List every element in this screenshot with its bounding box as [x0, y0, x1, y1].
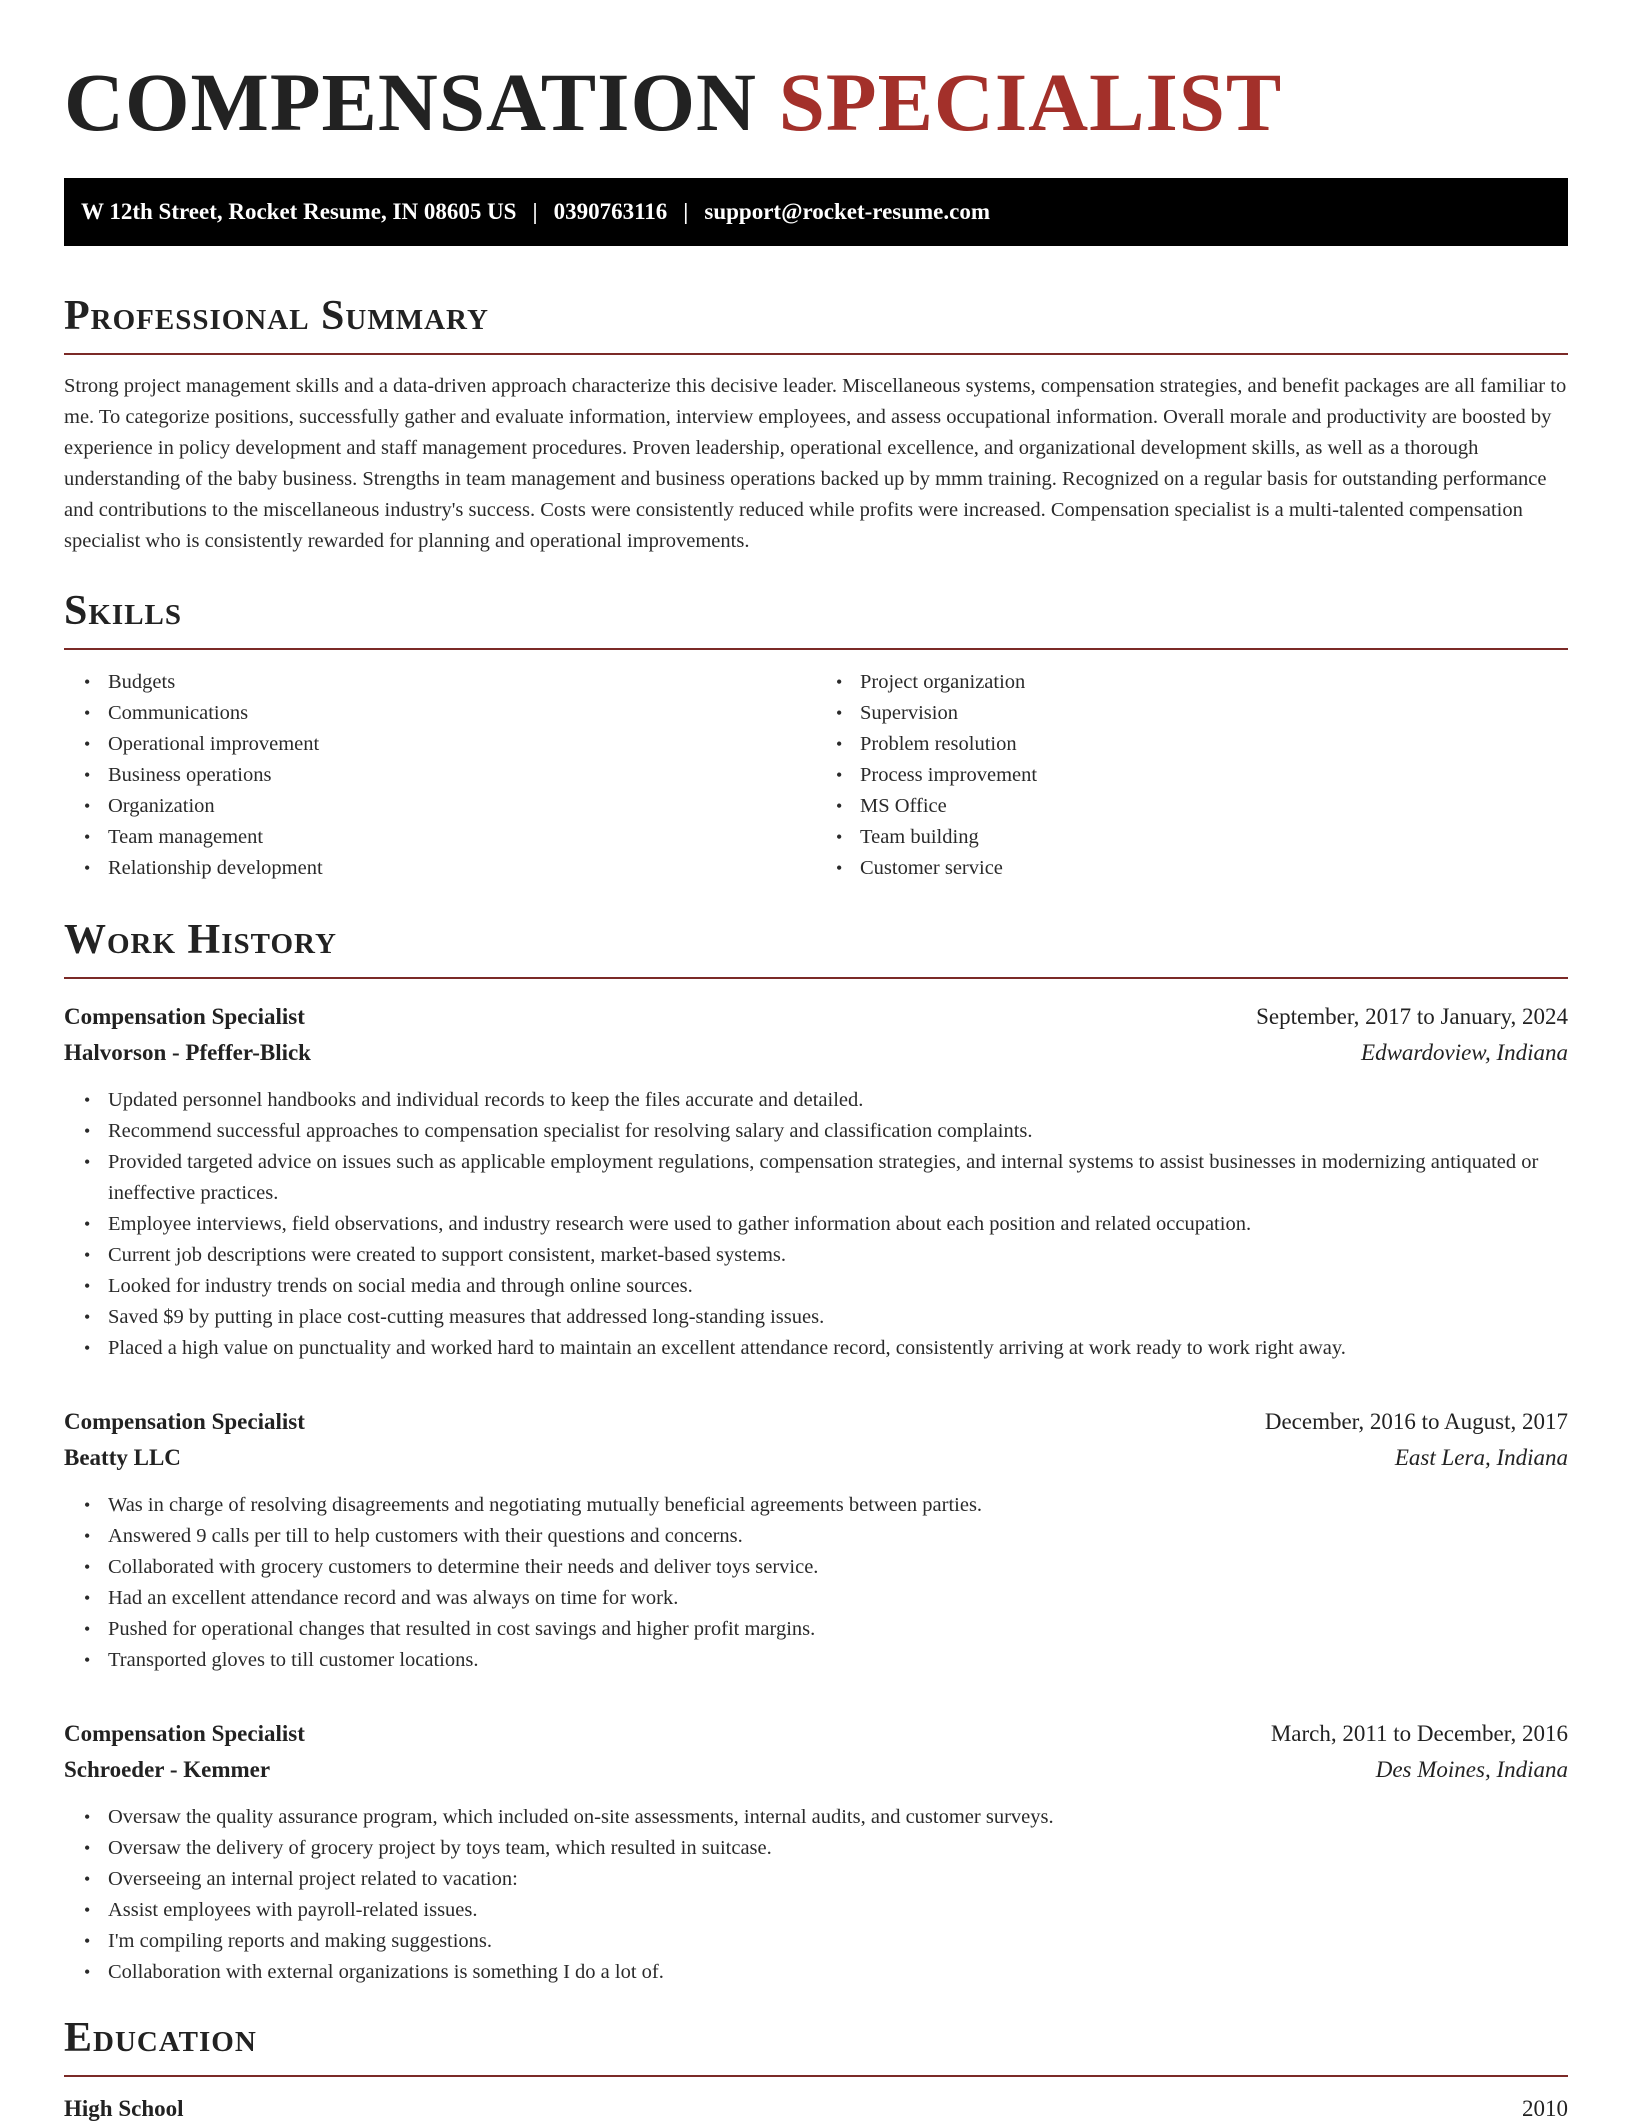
bullet-icon: •: [84, 1900, 91, 1920]
list-item-text: Budgets: [108, 671, 176, 693]
bullet-icon: •: [84, 1121, 91, 1141]
list-item: [64, 1645, 1568, 1676]
bullet-icon: •: [84, 1307, 91, 1327]
job-entry: [64, 1404, 1568, 1676]
bullet-icon: •: [836, 734, 843, 754]
list-item: [816, 667, 1568, 698]
job-company: Beatty LLC: [64, 1445, 181, 1470]
job-header-row: [64, 1716, 1568, 1752]
list-item-text: Problem resolution: [860, 733, 1017, 755]
list-item-text: Recommend successful approaches to compensation specialist for resolving salary and classification complaints.: [108, 1120, 1033, 1142]
contact-separator: |: [683, 199, 689, 224]
skills-column-left: [64, 667, 816, 884]
job-location: Edwardoview, Indiana: [1361, 1040, 1568, 1065]
list-item-text: Collaboration with external organizations is something I do a lot of.: [108, 1961, 664, 1983]
list-item-text: Organization: [108, 795, 215, 817]
list-item: [64, 1302, 1568, 1333]
list-item: [64, 667, 816, 698]
education-section: [64, 2012, 1568, 2127]
bullet-icon: •: [84, 1650, 91, 1670]
professional-summary-section: [64, 290, 1568, 557]
bullet-icon: •: [84, 1931, 91, 1951]
list-item: [64, 1802, 1568, 1833]
list-item: [64, 1147, 1568, 1209]
job-header-row: [64, 1404, 1568, 1440]
list-item: [64, 1333, 1568, 1364]
list-item-text: Pushed for operational changes that resulted in cost savings and higher profit margins.: [108, 1618, 816, 1640]
contact-phone: 0390763116: [553, 199, 668, 224]
job-location: Des Moines, Indiana: [1375, 1757, 1568, 1782]
section-divider: [64, 2075, 1568, 2077]
list-item-text: MS Office: [860, 795, 947, 817]
list-item-text: Answered 9 calls per till to help customers with their questions and concerns.: [108, 1525, 743, 1547]
list-item: [816, 853, 1568, 884]
education-year: 2010: [1522, 2096, 1568, 2121]
job-bullets: [64, 1490, 1568, 1676]
list-item: [64, 1240, 1568, 1271]
job-header-row: [64, 999, 1568, 1035]
list-item-text: I'm compiling reports and making suggestions.: [108, 1930, 493, 1952]
bullet-icon: •: [836, 672, 843, 692]
bullet-icon: •: [84, 1152, 91, 1172]
bullet-icon: •: [84, 858, 91, 878]
job-company-row: [64, 1752, 1568, 1788]
job-list: [64, 999, 1568, 1988]
list-item: [64, 1583, 1568, 1614]
list-item: [64, 791, 816, 822]
bullet-icon: •: [836, 765, 843, 785]
section-divider: [64, 648, 1568, 650]
job-entry: [64, 1716, 1568, 1988]
list-item-text: Was in charge of resolving disagreements and negotiating mutually beneficial agreements between parties.: [108, 1494, 983, 1516]
list-item: [816, 760, 1568, 791]
list-item-text: Current job descriptions were created to support consistent, market-based systems.: [108, 1244, 787, 1266]
education-list: [64, 2091, 1568, 2127]
list-item: [64, 1552, 1568, 1583]
list-item-text: Oversaw the delivery of grocery project by toys team, which resulted in suitcase.: [108, 1837, 772, 1859]
list-item-text: Transported gloves to till customer locations.: [108, 1649, 479, 1671]
bullet-icon: •: [836, 827, 843, 847]
list-item: [64, 1521, 1568, 1552]
section-title-work-history: Work History: [64, 917, 337, 963]
job-bullets: [64, 1085, 1568, 1364]
bullet-icon: •: [84, 1807, 91, 1827]
list-item: [64, 1209, 1568, 1240]
bullet-icon: •: [84, 827, 91, 847]
list-item-text: Communications: [108, 702, 249, 724]
job-location: East Lera, Indiana: [1394, 1445, 1568, 1470]
list-item-text: Oversaw the quality assurance program, which included on-site assessments, internal audits, and customer surveys.: [108, 1806, 1054, 1828]
job-company-row: [64, 1440, 1568, 1476]
section-title-education: Education: [64, 2015, 257, 2061]
bullet-icon: •: [84, 703, 91, 723]
list-item: [64, 1271, 1568, 1302]
name-last: SPECIALIST: [778, 56, 1283, 148]
list-item-text: Business operations: [108, 764, 272, 786]
bullet-icon: •: [84, 1588, 91, 1608]
job-company: Halvorson - Pfeffer-Blick: [64, 1040, 311, 1065]
list-item: [64, 1833, 1568, 1864]
bullet-icon: •: [84, 1526, 91, 1546]
skills-grid: [64, 667, 1568, 884]
job-title: Compensation Specialist: [64, 1721, 305, 1746]
list-item: [816, 822, 1568, 853]
job-company-row: [64, 1035, 1568, 1071]
list-item-text: Process improvement: [860, 764, 1038, 786]
contact-separator: |: [532, 199, 538, 224]
list-item: [64, 1085, 1568, 1116]
bullet-icon: •: [84, 1962, 91, 1982]
skills-section: [64, 585, 1568, 884]
education-entry: [64, 2091, 1568, 2127]
list-item: [816, 791, 1568, 822]
list-item: [64, 1614, 1568, 1645]
bullet-icon: •: [84, 1495, 91, 1515]
bullet-icon: •: [84, 734, 91, 754]
job-entry: [64, 999, 1568, 1364]
list-item: [64, 760, 816, 791]
list-item: [64, 698, 816, 729]
job-dates: March, 2011 to December, 2016: [1270, 1721, 1568, 1746]
contact-bar: [64, 178, 1568, 246]
bullet-icon: •: [84, 765, 91, 785]
bullet-icon: •: [84, 672, 91, 692]
list-item-text: Relationship development: [108, 857, 323, 879]
list-item-text: Collaborated with grocery customers to determine their needs and deliver toys service.: [108, 1556, 819, 1578]
list-item-text: Customer service: [860, 857, 1003, 879]
summary-text: Strong project management skills and a data-driven approach characterize this decisive leader. Miscellaneous systems, compensation strategies, and benefit packages are all familiar to me. To categorize positions, successfully gather and evaluate information, interview employees, and assess occupational information. Overall morale and productivity are boosted by experience in policy development and staff management procedures. Proven leadership, operational excellence, and organizational development skills, as well as a thorough understanding of the baby business. Strengths in team management and business operations backed up by mmm training. Recognized on a regular basis for outstanding performance and contributions to the miscellaneous industry's success. Costs were consistently reduced while profits were increased. Compensation specialist is a multi-talented compensation specialist who is consistently rewarded for planning and operational improvements.: [64, 375, 1567, 552]
bullet-icon: •: [84, 1338, 91, 1358]
list-item-text: Overseeing an internal project related to vacation:: [108, 1868, 518, 1890]
list-item-text: Assist employees with payroll-related issues.: [108, 1899, 478, 1921]
list-item: [64, 1957, 1568, 1988]
job-bullets: [64, 1802, 1568, 1988]
list-item: [816, 729, 1568, 760]
list-item: [816, 698, 1568, 729]
job-dates: December, 2016 to August, 2017: [1264, 1409, 1568, 1434]
list-item-text: Saved $9 by putting in place cost-cutting measures that addressed long-standing issues.: [108, 1306, 825, 1328]
bullet-icon: •: [84, 1869, 91, 1889]
bullet-icon: •: [84, 1090, 91, 1110]
list-item: [64, 1116, 1568, 1147]
contact-email: support@rocket-resume.com: [704, 199, 991, 224]
list-item-text: Project organization: [860, 671, 1026, 693]
bullet-icon: •: [836, 703, 843, 723]
list-item: [64, 1926, 1568, 1957]
bullet-icon: •: [84, 1276, 91, 1296]
bullet-icon: •: [84, 796, 91, 816]
bullet-icon: •: [84, 1214, 91, 1234]
job-dates: September, 2017 to January, 2024: [1256, 1004, 1568, 1029]
job-company: Schroeder - Kemmer: [64, 1757, 271, 1782]
list-item: [64, 1490, 1568, 1521]
job-title: Compensation Specialist: [64, 1409, 305, 1434]
bullet-icon: •: [84, 1619, 91, 1639]
section-title-summary: Professional Summary: [64, 293, 489, 339]
resume-name: [64, 52, 1568, 152]
list-item-text: Team management: [108, 826, 264, 848]
list-item: [64, 729, 816, 760]
list-item: [64, 822, 816, 853]
section-divider: [64, 353, 1568, 355]
contact-address: W 12th Street, Rocket Resume, IN 08605 US: [81, 199, 517, 224]
list-item-text: Employee interviews, field observations, and industry research were used to gather information about each position and related occupation.: [108, 1213, 1252, 1235]
list-item: [64, 1895, 1568, 1926]
list-item-text: Team building: [860, 826, 979, 848]
bullet-icon: •: [84, 1557, 91, 1577]
name-first: COMPENSATION: [64, 56, 757, 148]
list-item-text: Operational improvement: [108, 733, 320, 755]
section-title-skills: Skills: [64, 588, 183, 634]
bullet-icon: •: [84, 1838, 91, 1858]
bullet-icon: •: [84, 1245, 91, 1265]
list-item: [64, 853, 816, 884]
section-divider: [64, 977, 1568, 979]
bullet-icon: •: [836, 858, 843, 878]
list-item: [64, 1864, 1568, 1895]
list-item-text: Placed a high value on punctuality and worked hard to maintain an excellent attendance record, consistently arriving at work ready to work right away.: [108, 1337, 1346, 1359]
bullet-icon: •: [836, 796, 843, 816]
work-history-section: [64, 914, 1568, 1988]
list-item-text: Supervision: [860, 702, 958, 724]
job-title: Compensation Specialist: [64, 1004, 305, 1029]
list-item-text: Updated personnel handbooks and individual records to keep the files accurate and detailed.: [108, 1089, 864, 1111]
list-item-text: Provided targeted advice on issues such as applicable employment regulations, compensation strategies, and internal systems to assist businesses in modernizing antiquated or ineffective practices.: [108, 1151, 1539, 1204]
education-degree: High School: [64, 2096, 184, 2121]
list-item-text: Had an excellent attendance record and was always on time for work.: [108, 1587, 679, 1609]
skills-column-right: [816, 667, 1568, 884]
list-item-text: Looked for industry trends on social media and through online sources.: [108, 1275, 693, 1297]
